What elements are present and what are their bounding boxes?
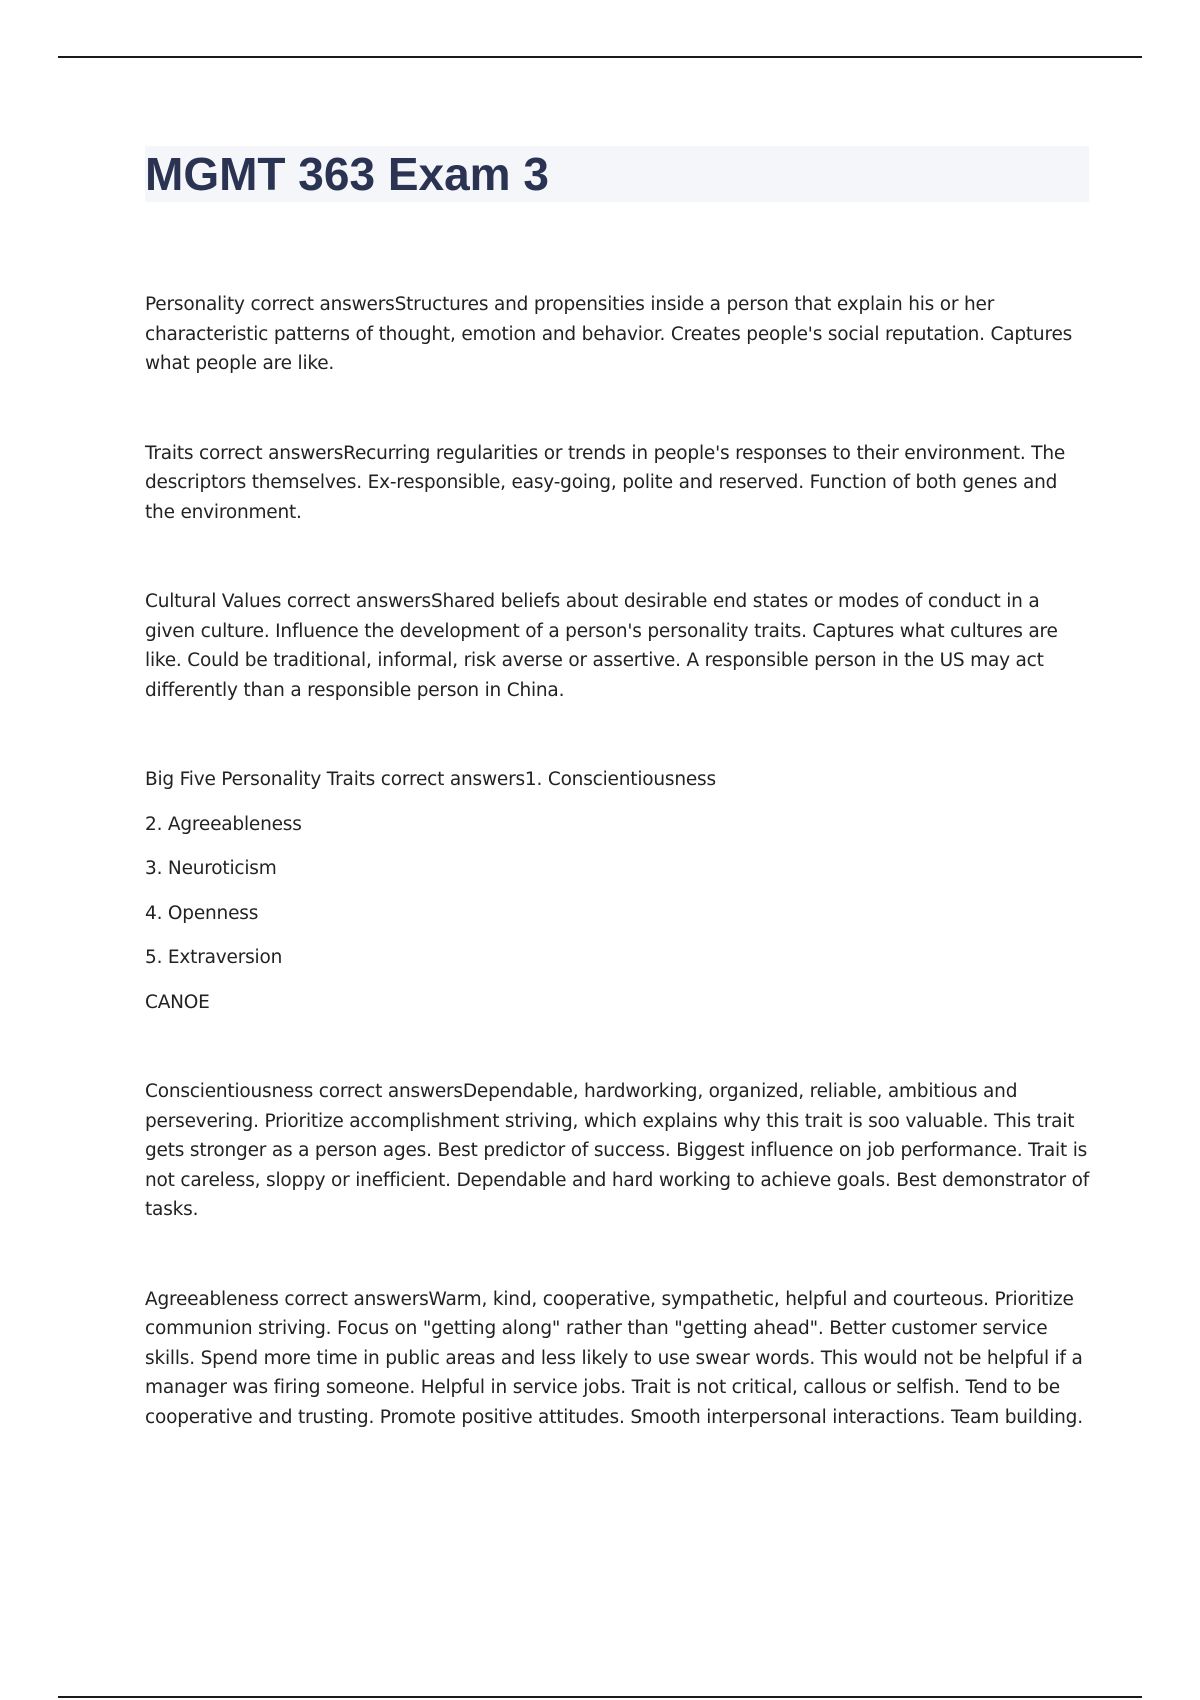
page-title: MGMT 363 Exam 3 [145, 148, 549, 200]
list-item: 3. Neuroticism [145, 858, 277, 879]
list-item: 4. Openness [145, 902, 259, 924]
entry-big-five [145, 765, 1090, 1017]
list-item: 5. Extraversion [145, 947, 283, 968]
entry-cultural-values [145, 587, 1090, 705]
entry-text: Agreeableness correct answersWarm, kind, cooperative, sympathetic, helpful and courteous. Prioritize communion striving. Focus on "getting along" rather than "getting ahead". Better customer service skills. Spend more time in public areas and less likely to use swear words. This would not be helpful if a manager was firing someone. Helpful in service jobs. Trait is not critical, callous or selfish. Tend to be cooperative and trusting. Promote positive attitudes. Smooth interpersonal interactions. Team building. [145, 1288, 1083, 1428]
list-item: 2. Agreeableness [145, 813, 302, 835]
entry-text: Conscientiousness correct answersDependable, hardworking, organized, reliable, ambitious and persevering. Prioritize accomplishment striving, which explains why this trait is soo valuable. This trait gets stronger as a person ages. Best predictor of success. Biggest influence on job performance. Trait is not careless, sloppy or inefficient. Dependable and hard working to achieve goals. Best demonstrator of tasks. [145, 1081, 1090, 1220]
title-banner [145, 146, 1089, 202]
entry-personality [145, 290, 1090, 379]
document-body [145, 290, 1090, 1492]
entry-agreeableness [145, 1285, 1090, 1433]
entry-conscientiousness [145, 1077, 1090, 1225]
bottom-rule [58, 1696, 1142, 1698]
top-rule [58, 56, 1142, 58]
entry-text: Cultural Values correct answersShared beliefs about desirable end states or modes of conduct in a given culture. Influence the development of a person's personality traits. Captures what cultures are like. Could be traditional, informal, risk averse or assertive. A responsible person in the US may act differently than a responsible person in China. [145, 591, 1058, 701]
mnemonic: CANOE [145, 991, 210, 1013]
entry-text: Personality correct answersStructures and propensities inside a person that explain his or her characteristic patterns of thought, emotion and behavior. Creates people's social reputation. Captures what people are like. [145, 294, 1073, 374]
entry-traits [145, 439, 1090, 528]
entry-text: Big Five Personality Traits correct answers1. Conscientiousness [145, 769, 716, 790]
entry-text: Traits correct answersRecurring regularities or trends in people's responses to their environment. The descriptors themselves. Ex-responsible, easy-going, polite and reserved. Function of both genes and the environment. [145, 442, 1066, 523]
